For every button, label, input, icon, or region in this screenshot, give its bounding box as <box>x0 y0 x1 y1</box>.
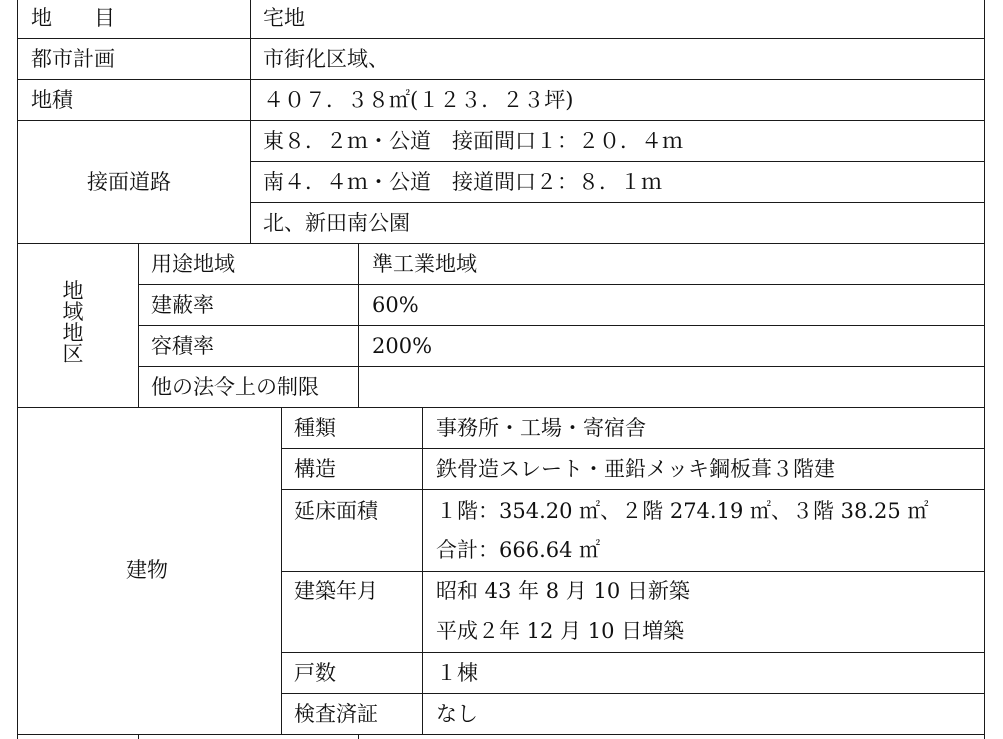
building-coverage-label: 建蔽率 <box>151 293 214 317</box>
column-divider <box>138 734 139 739</box>
city-planning-value: 市街化区域、 <box>263 47 389 71</box>
row-divider <box>138 325 985 326</box>
column-divider <box>281 407 282 734</box>
city-planning-label: 都市計画 <box>31 47 115 71</box>
frontage-road-north: 北、新田南公園 <box>263 211 410 235</box>
total-floor-area-sum: 合計：666.64 ㎡ <box>436 538 601 562</box>
building-label: 建物 <box>126 558 168 582</box>
construction-date-label: 建築年月 <box>294 579 378 603</box>
use-district-value: 準工業地域 <box>372 252 477 276</box>
row-divider <box>281 489 985 490</box>
row-divider <box>17 120 985 121</box>
column-divider <box>138 243 139 407</box>
total-floor-area-label: 延床面積 <box>294 499 378 523</box>
row-divider <box>281 693 985 694</box>
row-divider <box>281 652 985 653</box>
zoning-label-char: 地 <box>62 279 84 303</box>
building-coverage-value: 60% <box>372 293 419 317</box>
row-divider <box>17 38 985 39</box>
land-category-label: 地 目 <box>31 6 115 30</box>
building-type-label: 種類 <box>294 416 336 440</box>
inspection-certificate-value: なし <box>436 702 478 726</box>
row-divider <box>17 243 985 244</box>
unit-count-value: １棟 <box>436 661 478 685</box>
row-divider <box>17 734 985 735</box>
land-area-label: 地積 <box>31 88 73 112</box>
row-divider <box>138 284 985 285</box>
row-divider <box>281 448 985 449</box>
floor-area-ratio-label: 容積率 <box>151 334 214 358</box>
row-divider <box>250 161 985 162</box>
land-area-value: ４０７．３８㎡(１２３．２３坪) <box>263 88 574 112</box>
construction-date-extension: 平成２年 12 月 10 日増築 <box>436 619 685 643</box>
zoning-label <box>61 281 85 365</box>
frontage-road-east: 東８．２ｍ・公道 接面間口１：２０．４ｍ <box>263 129 683 153</box>
unit-count-label: 戸数 <box>294 661 336 685</box>
zoning-label-char: 区 <box>62 342 84 366</box>
column-divider <box>250 0 251 243</box>
construction-date-new: 昭和 43 年 8 月 10 日新築 <box>436 579 690 603</box>
column-divider <box>17 0 18 739</box>
inspection-certificate-label: 検査済証 <box>294 702 378 726</box>
use-district-label: 用途地域 <box>151 252 235 276</box>
total-floor-area-floors: １階：354.20 ㎡、２階 274.19 ㎡、３階 38.25 ㎡ <box>436 499 929 523</box>
column-divider <box>358 243 359 407</box>
column-divider <box>422 407 423 734</box>
zoning-label-char: 域 <box>62 300 84 324</box>
building-type-value: 事務所・工場・寄宿舎 <box>436 416 646 440</box>
row-divider <box>250 202 985 203</box>
other-restrictions-label: 他の法令上の制限 <box>151 375 319 399</box>
row-divider <box>17 407 985 408</box>
land-category-value: 宅地 <box>263 6 305 30</box>
frontage-road-south: 南４．４ｍ・公道 接道間口２：８．１ｍ <box>263 170 662 194</box>
column-divider <box>984 0 985 739</box>
column-divider <box>358 734 359 739</box>
frontage-road-label: 接面道路 <box>87 170 171 194</box>
structure-label: 構造 <box>294 457 336 481</box>
row-divider <box>281 571 985 572</box>
row-divider <box>138 366 985 367</box>
zoning-label-char: 地 <box>62 321 84 345</box>
structure-value: 鉄骨造スレート・亜鉛メッキ鋼板葺３階建 <box>436 457 835 481</box>
row-divider <box>17 79 985 80</box>
floor-area-ratio-value: 200% <box>372 334 433 358</box>
